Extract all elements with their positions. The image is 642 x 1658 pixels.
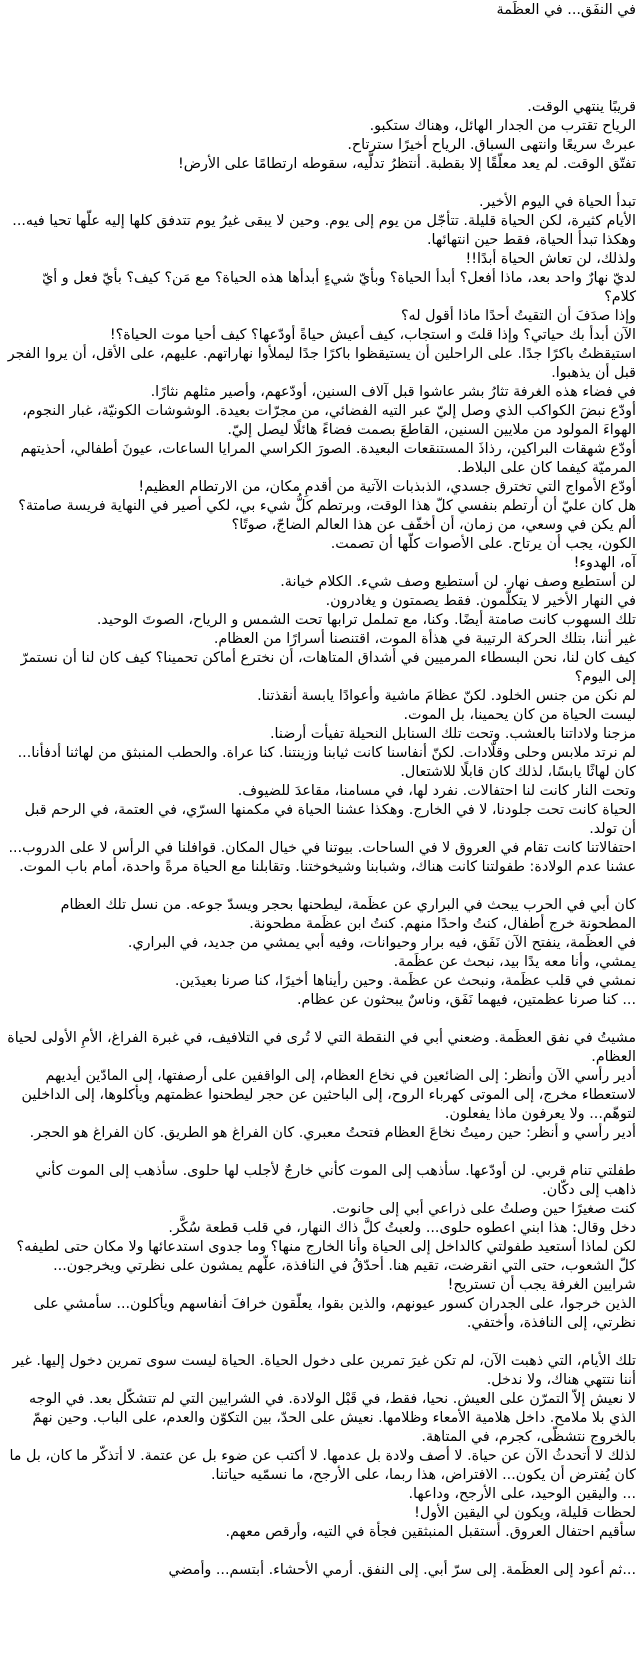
text-line: لا نعيش إلاّ التمرّن على العيش. نحيا، فقط، في قَبْل الولادة. في الشرايين التي لم تتشكّل بعد. في الوجه الذي بلا ملامح. داخل هلامية الأمعاء وظلامها. نعيش على الحدّ، بين التكوّن والعدم، على الباب. وحين نهمّ بالخروج نتشظّى، كجرم، في المتاهة. (29, 1391, 636, 1445)
paragraph-spacer (6, 1542, 636, 1561)
text-line: لن أستطيع وصف نهار. لن أستطيع وصف شيء. الكلام خيانة. (280, 574, 636, 590)
text-line: احتفالاتنا كانت تقام في العروق لا في الساحات. بيوتنا في خيال المكان. قوافلنا في الرأس لا على الدروب... (8, 840, 636, 856)
text-line: ... كنا صرنا عظمتين، فيهما نَفَق، وناسٌ يبحثون عن عظام. (297, 992, 636, 1008)
text-line: في النهار الأخير لا يتكلّمون. فقط يصمتون و يغادرون. (325, 593, 636, 609)
text-line: الآن أبدأ بك حياتي؟ وإذا قلتَ و استجاب، كيف أعيش حياةً أودّعها؟ كيف أحيا موت الحياة؟! (109, 327, 636, 343)
text-line: أدير رأسي الآن وأنظر: إلى الضائعين في نخاع العظام، إلى الواقفين على أرصفتها، إلى المادّين أيديهم لاستعطاء مخرج، إلى الموتى كهرباء الروح، إلى الباحثين عن حجر ليطحنوا عظمتهم ويأكلوها، إلى الداخلين لتوهّم... ولا يعرفون ماذا يفعلون. (21, 1068, 636, 1122)
paragraph-spacer (6, 174, 636, 193)
paragraph-spacer (6, 877, 636, 896)
paragraph-spacer (6, 1333, 636, 1352)
text-line: الذين خرجوا، على الجدران كسور عيونهم، والذين بقوا، يعلّقون خرافَ أنفاسهم ويأكلون... سأمشي على نظرتي، إلى النافذة، وأختفي. (33, 1296, 636, 1331)
text-line: الحياة كانت تحت جلودنا، لا في الخارج. وهكذا عشنا الحياة في مكمنها السرّي، في العتمة، في الرحم قبل أن تولد. (24, 802, 636, 837)
text-line: طفلتي تنام قربي. لن أودّعها. سأذهب إلى الموت كأني خارجٌ لأجلب لها حلوى. سأذهب إلى الموت كأني ذاهب إلى دكّان. (35, 1163, 636, 1198)
title-spacing (6, 20, 636, 98)
text-line: الكون، يجب أن يرتاح. على الأصوات كلّها أن تصمت. (330, 536, 636, 552)
text-line: تفتّق الوقت. لم يعد معلّقًا إلا بقطبة. أنتظرُ تدلّيه، سقوطه ارتطامًا على الأرض! (178, 156, 636, 172)
text-line: مشيتُ في نفق العظَمة. وضعني أبي في النقطة التي لا تُرى في التلافيف، في غبرة الفراغ، الأمِ الأولى لحياة العظام. (7, 1030, 636, 1065)
text-line: في فضاء هذه الغرفة تثارُ بشر عاشوا قبل آلاف السنين، أودّعهم، وأصير مثلهم نثارًا. (150, 384, 636, 400)
text-line: تلك الأيام، التي ذهبت الآن، لم تكن غيرَ تمرين على دخول الحياة. الحياة ليست سوى تمرين دخول إليها. غير أننا نتتهي هناك، ولا ندخل. (12, 1353, 636, 1388)
text-line: ... واليقين الوحيد، على الأرجح، وداعها. (408, 1486, 636, 1502)
text-line: في العظَمة، ينفتح الآن نَفَق، فيه برار وحيوانات، وفيه أبي يمشي من جديد، في البراري. (127, 935, 636, 951)
text-line: كان أبي في الحرب يبحث في البراري عن عظَمة، ليطحنها بحجر ويسدّ جوعه. من نسل تلك العظام المطحونة خرج أطفال، كنتُ واحدًا منهم. كنتُ ابن عظَمة مطحونة. (60, 897, 636, 932)
text-line: مزجنا ولاداتنا بالعشب. وتحت تلك السنابل النحيلة تفيأت أرضنا. (269, 726, 636, 742)
text-line: كيف كان لنا، نحن البسطاء المرميين في أشداق المتاهات، أن نخترع أماكن تحمينا؟ كيف كان لنا أن نستمرّ إلى اليوم؟ (20, 650, 636, 685)
text-line: لحظات قليلة، ويكون لي اليقين الأول! (414, 1505, 636, 1521)
text-line: أدير رأسي و أنظر: حين رميتُ نخاعَ العظام فتحتُ معبري. كان الفراغ هو الطريق. كان الفراغ هو الحجر. (29, 1125, 636, 1141)
text-line: وتحت النار كانت لنا احتفالات. نفرد لها، في مسامنا، مقاعدَ للضيوف. (237, 783, 636, 799)
text-line: أودّع نبضَ الكواكب الذي وصل إليّ عبر التيه الفضائي، من مجرّات بعيدة. الوشوشات الكونيّة، غبار النجوم، الهواءَ المولود من ملايين السنين، القاطعَ بصمت فضاءً هائلًا ليصل إليّ. (22, 403, 636, 438)
paragraph (6, 98, 636, 174)
paragraph (6, 1352, 636, 1542)
text-line: عشنا عدم الولادة: طفولتنا كانت هناك، وشبابنا وشيخوختنا. وتقابلنا مع الحياة مرةً واحدة، أمام باب الموت. (19, 859, 636, 875)
paragraph-spacer (6, 1010, 636, 1029)
text-line: ولذلك، لن تعاش الحياة أبدًا!! (465, 251, 636, 267)
text-line: استيقظتُ باكرًا جدًا. على الراحلين أن يستيقظوا باكرًا جدًا ليملأوا نهاراتهم. عليهم، على الأقل، أن يروا الفجر قبل أن يذهبوا. (7, 346, 636, 381)
text-line: لم نكن من جنس الخلود. لكنّ عظامَ ماشية وأعوادًا يابسة أنقذتنا. (257, 688, 636, 704)
text-line: ليست الحياة من كان يحمينا، بل الموت. (403, 707, 636, 723)
document-title: في النفَق... في العظَمة (496, 2, 636, 18)
text-line: لم نرتد ملابس وحلى وقلّادات. لكنّ أنفاسنا كانت ثيابنا وزينتنا. كنا عراة. والحطب المنبثق من لهاثنا أدفأنا... كان لهاثًا يابسًا، لذلك كان قابلًا للاشتعال. (17, 745, 636, 780)
text-line: غير أننا، بتلك الحركة الرتيبة في هذأة الموت، اقتنصنا أسرارًا من العظام. (213, 631, 636, 647)
text-line: لكن لماذا أستعيد طفولتي كالداخل إلى الحياة وأنا الخارج منها؟ وما جدوى استدعائها ولا مكان حتى لطيفه؟ كلّ الشعوب، حتى التي انقرضت، تقيم هنا. أحدّقُ في النافذة، علّهم يمشون على نظرتي ويخرجون... شرايين الغرفة يجب أن تستريح! (16, 1239, 636, 1293)
paragraph (6, 896, 636, 1010)
text-line: أودّع الأمواج التي تخترق جسدي، الذبذبات الآتية من أقدمِ مكان، من الارتطام العظيم! (138, 479, 636, 495)
text-line: يمشي، وأنا معه يدًا بيد، نبحث عن عظَمة. (393, 954, 636, 970)
text-line: نمشي في قلب عظَمة، ونبحث عن عظَمة. وحين رأيناها أخيرًا، كنا صرنا بعيدَين. (174, 973, 636, 989)
text-line: لذلك لا أتحدثُ الآن عن حياة. لا أصف ولادة بل عدمها. لا أكتب عن ضوء بل عن عتمة. لا أتذكّر ما كان، بل ما كان يُفترض أن يكون... الافتراض، هذا ربما، على الأرجح، ما نسمّيه حياتنا. (9, 1448, 636, 1483)
text-line: آه، الهدوء! (573, 555, 636, 571)
text-line: الأيام كثيرة، لكن الحياة قليلة. تتأجّل من يوم إلى يوم. وحين لا يبقى غيرُ يوم تتدفق كلها إليه علّها تحيا فيه... وهكذا تبدأ الحياة، فقط حين انتهائها. (12, 213, 636, 248)
paragraph (6, 1029, 636, 1143)
paragraph-spacer (6, 1143, 636, 1162)
text-line: ...ثم أعود إلى العظَمة. إلى سرّ أبي. إلى النفق. أرمي الأحشاء. أبتسم... وأمضي (168, 1562, 636, 1578)
text-line: هل كان عليّ أن أرتطم بنفسي كلّ هذا الوقت، وبرتطم كلُّ شيء بي، لكي أصير في النهاية فريسة صامتة؟ ألم يكن في وسعي، من زمان، أن أخفّف عن هذا العالم الضاجّ، صوتًا؟ (18, 498, 636, 533)
paragraph (6, 193, 636, 877)
paragraph (6, 1162, 636, 1333)
text-line: دخل وقال: هذا ابني اعطوه حلوى... ولعبتُ كلَّ ذاك النهار، في قلب قطعة سُكَّر. (168, 1220, 636, 1236)
text-line: تبدأ الحياة في اليوم الأخير. (478, 194, 636, 210)
text-line: سأقيم احتفال العروق. أستقبل المنبثقين فجأة في التيه، وأرقص معهم. (225, 1524, 636, 1540)
text-line: عبرتْ سريعًا وانتهى السباق. الرياح أخيرًا سترتاح. (347, 137, 636, 153)
text-line: وإذا صدَفَ أن التقيتُ أحدًا ماذا أقول له؟ (400, 308, 636, 324)
paragraph (6, 1561, 636, 1580)
document-body (6, 98, 636, 1580)
text-line: أودّع شهقات البراكين، رذاذَ المستنقعات البعيدة. الصورَ الكراسي المرايا الساعات، عيونَ أطفالي، أحذيتهم المرميّة كيفما كان على البلاط. (20, 441, 636, 476)
text-line: كنت صغيرًا حين وصلتُ على ذراعي أبي إلى حانوت. (331, 1201, 636, 1217)
text-line: تلك السهوب كانت صامتة أيضًا. وكنا، مع تململ ترابها تحت الشمس و الرياح، الصوتَ الوحيد. (96, 612, 636, 628)
text-line: الرياح تقترب من الجدار الهائل، وهناك ستكبو. (369, 118, 636, 134)
text-line: لديّ نهارٌ واحد بعد، ماذا أفعل؟ أبدأ الحياة؟ وبأيّ شيءٍ أبدأها هذه الحياة؟ مع مَن؟ كيف؟ بأيّ فعل و أيّ كلام؟ (42, 270, 636, 305)
text-line: قريبًا ينتهي الوقت. (527, 99, 636, 115)
